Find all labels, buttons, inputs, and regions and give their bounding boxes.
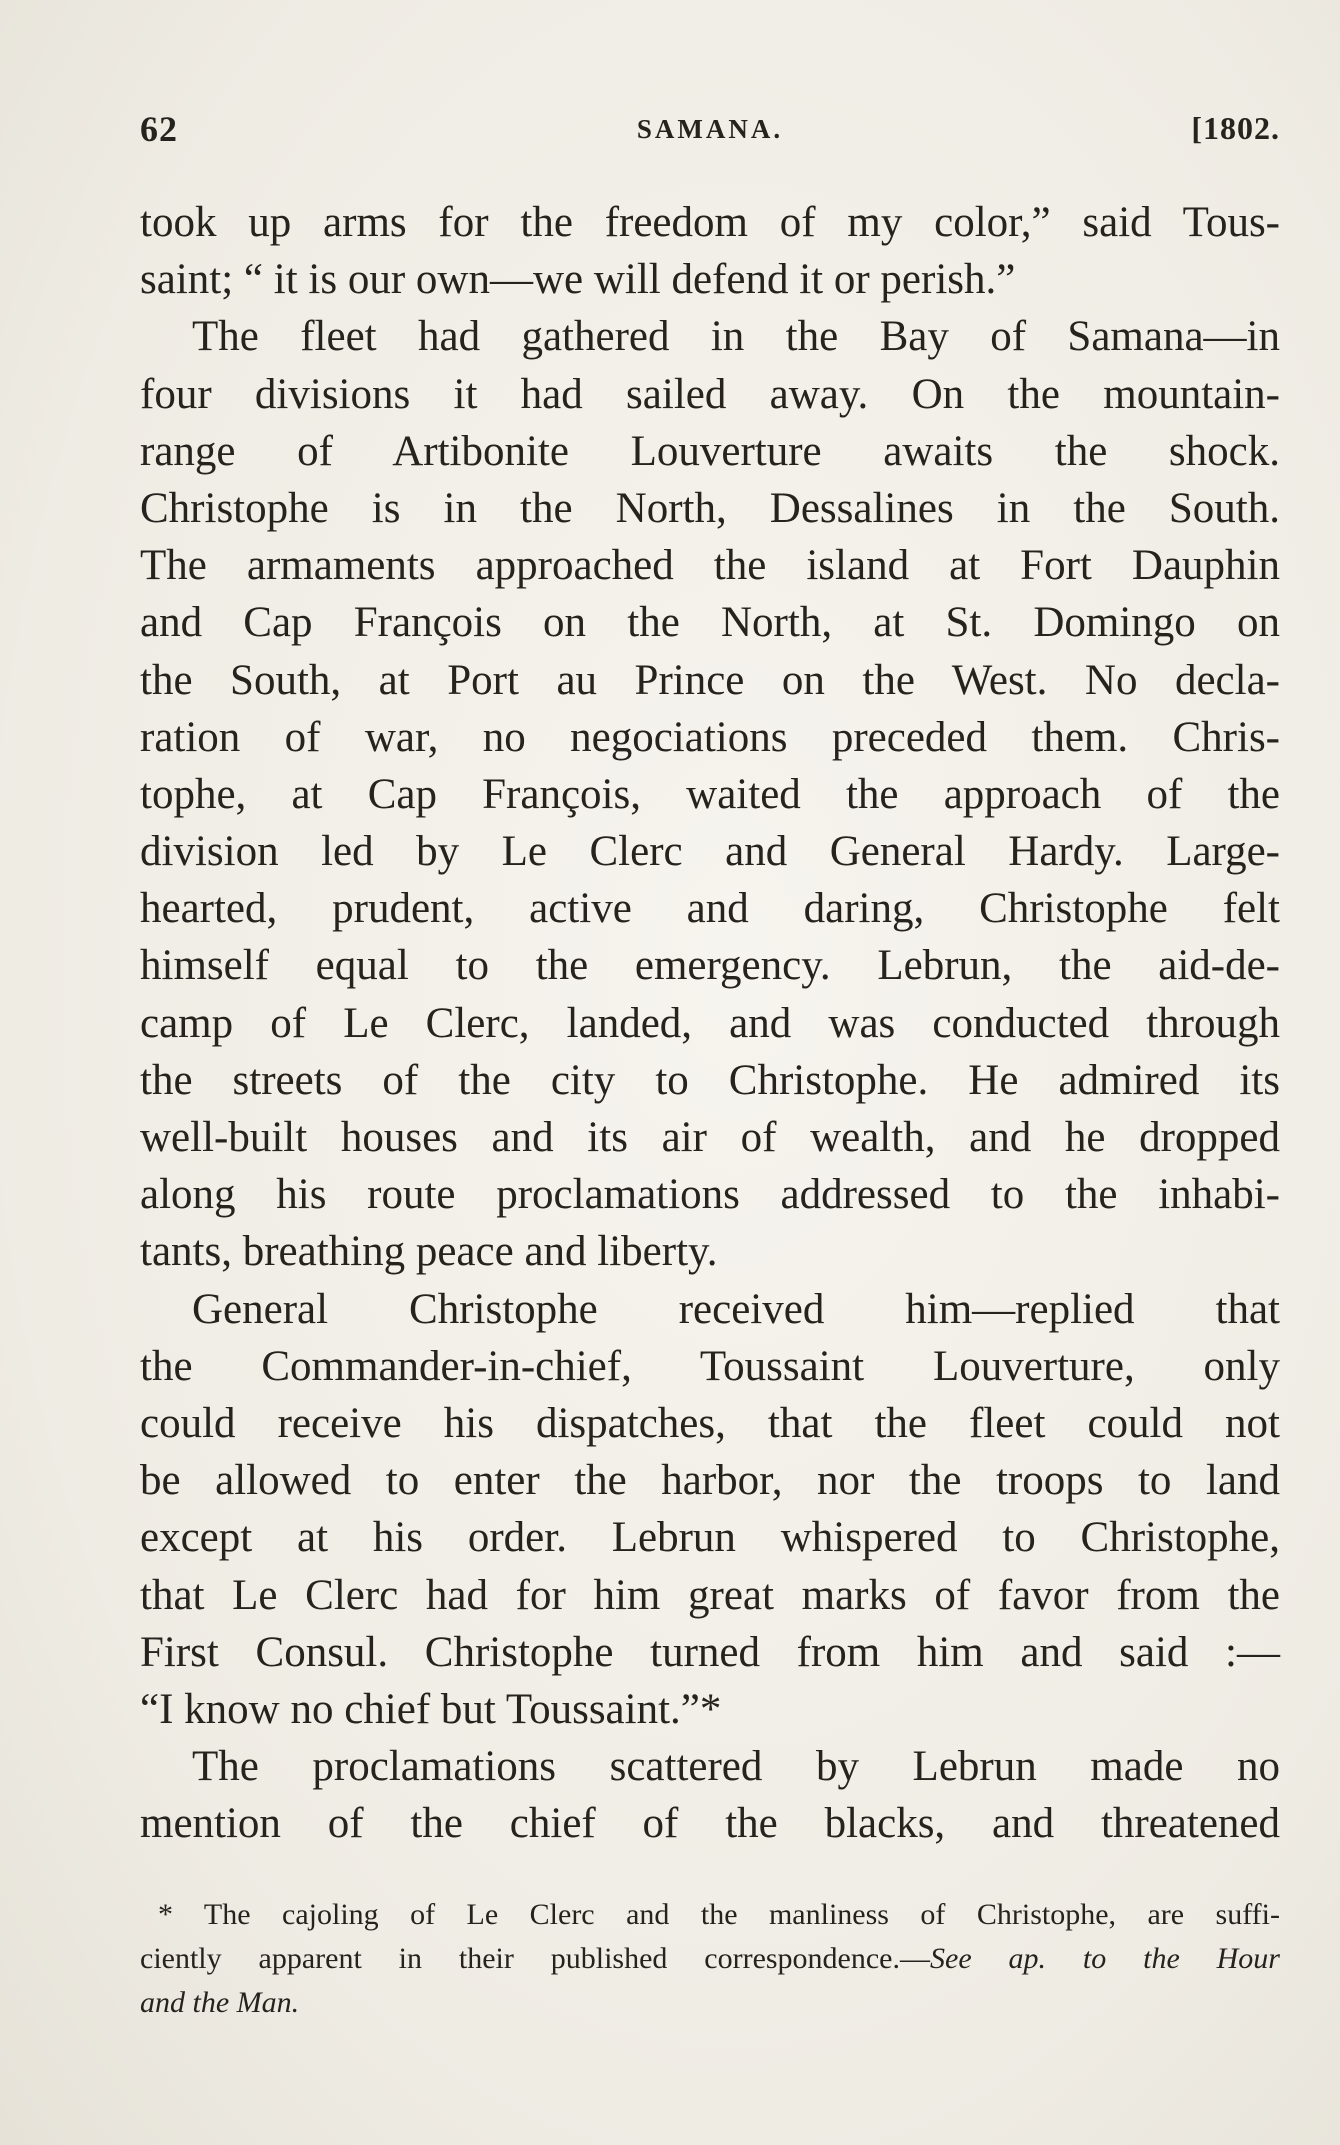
- footnote-reference: and the Man.: [140, 1986, 300, 2019]
- text-line: well-built houses and its air of wealth, and he dropped: [140, 1114, 1280, 1161]
- text-line: First Consul. Christophe turned from him and said :—: [140, 1628, 1280, 1676]
- text-line: division led by Le Clerc and General Hardy. Large-: [140, 828, 1280, 876]
- running-title: SAMANA.: [636, 114, 784, 144]
- text-line: except at his order. Lebrun whispered to Christophe,: [140, 1514, 1280, 1562]
- footnote-line: [140, 1937, 1280, 1981]
- text-line: tophe, at Cap François, waited the approach of the: [140, 770, 1280, 818]
- text-line: The armaments approached the island at Fort Dauphin: [140, 542, 1280, 590]
- text-line: The fleet had gathered in the Bay of Samana—in: [192, 313, 1280, 361]
- text-line: camp of Le Clerc, landed, and was conducted through: [140, 999, 1280, 1047]
- text-line: that Le Clerc had for him great marks of favor from the: [140, 1571, 1280, 1619]
- footnote: [140, 1893, 1280, 2025]
- text-line: saint; “ it is our own—we will defend it or perish.”: [140, 256, 1016, 304]
- text-line: along his route proclamations addressed to the inhabi-: [140, 1171, 1280, 1219]
- text-line: ration of war, no negociations preceded them. Chris-: [140, 713, 1280, 761]
- text-line: “I know no chief but Toussaint.”*: [140, 1685, 722, 1733]
- text-line: the South, at Port au Prince on the West. No decla-: [140, 656, 1280, 704]
- text-line: the Commander-in-chief, Toussaint Louverture, only: [140, 1342, 1280, 1390]
- text-line: himself equal to the emergency. Lebrun, the aid-de-: [140, 942, 1280, 990]
- text-line: could receive his dispatches, that the fleet could not: [140, 1399, 1280, 1447]
- text-line: The proclamations scattered by Lebrun made no: [192, 1743, 1280, 1791]
- text-line: took up arms for the freedom of my color,” said Tous-: [140, 199, 1280, 246]
- text-line: hearted, prudent, active and daring, Christophe felt: [140, 885, 1280, 933]
- text-line: four divisions it had sailed away. On the mountain-: [140, 370, 1280, 418]
- text-line: range of Artibonite Louverture awaits the shock.: [140, 427, 1280, 475]
- footnote-line: [140, 1981, 1280, 2025]
- page-number: 62: [140, 109, 178, 149]
- footnote-text: ciently apparent in their published correspondence.—: [140, 1942, 931, 1975]
- text-line: General Christophe received him—replied that: [192, 1285, 1280, 1333]
- text-line: mention of the chief of the blacks, and threatened: [140, 1800, 1280, 1848]
- text-line: be allowed to enter the harbor, nor the troops to land: [140, 1457, 1280, 1505]
- footnote-reference: See ap. to the Hour: [930, 1942, 1280, 1975]
- text-line: tants, breathing peace and liberty.: [140, 1228, 718, 1276]
- text-line: and Cap François on the North, at St. Domingo on: [140, 599, 1280, 647]
- body-text: [140, 194, 1280, 1852]
- text-line: Christophe is in the North, Dessalines in the South.: [140, 484, 1280, 532]
- running-year: [1802.: [1191, 110, 1280, 146]
- running-header: [140, 108, 1280, 152]
- text-line: the streets of the city to Christophe. He admired its: [140, 1056, 1280, 1104]
- footnote-line: * The cajoling of Le Clerc and the manliness of Christophe, are suffi-: [158, 1898, 1280, 1931]
